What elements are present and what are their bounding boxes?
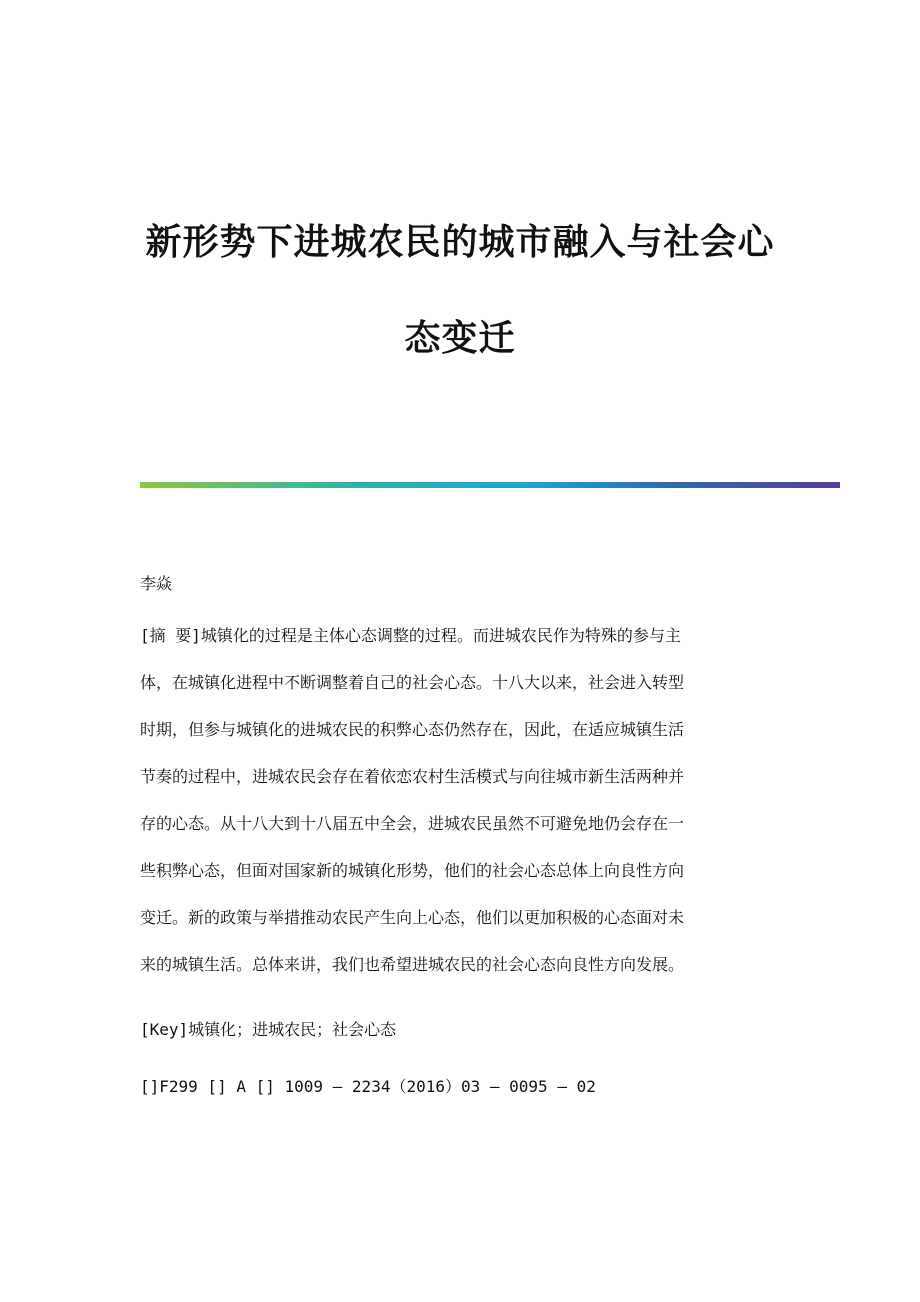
- keywords: [Key]城镇化；进城农民；社会心态: [140, 1020, 397, 1039]
- abstract-line: 节奏的过程中，进城农民会存在着依恋农村生活模式与向往城市新生活两种并: [140, 767, 685, 786]
- abstract-line: 存的心态。从十八大到十八届五中全会，进城农民虽然不可避免地仍会存在一: [140, 814, 685, 833]
- abstract-line: 体，在城镇化进程中不断调整着自己的社会心态。十八大以来，社会进入转型: [140, 673, 685, 692]
- abstract-paragraph: [140, 624, 840, 1000]
- document-title-line-1: 新形势下进城农民的城市融入与社会心: [145, 221, 775, 263]
- abstract-line: 时期，但参与城镇化的进城农民的积弊心态仍然存在，因此，在适应城镇生活: [140, 720, 685, 739]
- abstract-line: 来的城镇生活。总体来讲，我们也希望进城农民的社会心态向良性方向发展。: [140, 955, 685, 974]
- abstract-line: 变迁。新的政策与举措推动农民产生向上心态，他们以更加积极的心态面对未: [140, 908, 685, 927]
- abstract-line: 些积弊心态，但面对国家新的城镇化形势，他们的社会心态总体上向良性方向: [140, 861, 685, 880]
- classification-codes: []F299 [] A [] 1009 — 2234（2016）03 — 0095 — 02: [140, 1077, 596, 1096]
- author-name: 李焱: [140, 574, 173, 593]
- abstract-line: [摘 要]城镇化的过程是主体心态调整的过程。而进城农民作为特殊的参与主: [140, 626, 681, 645]
- document-title-line-2: 态变迁: [404, 317, 516, 359]
- gradient-divider: [140, 482, 840, 488]
